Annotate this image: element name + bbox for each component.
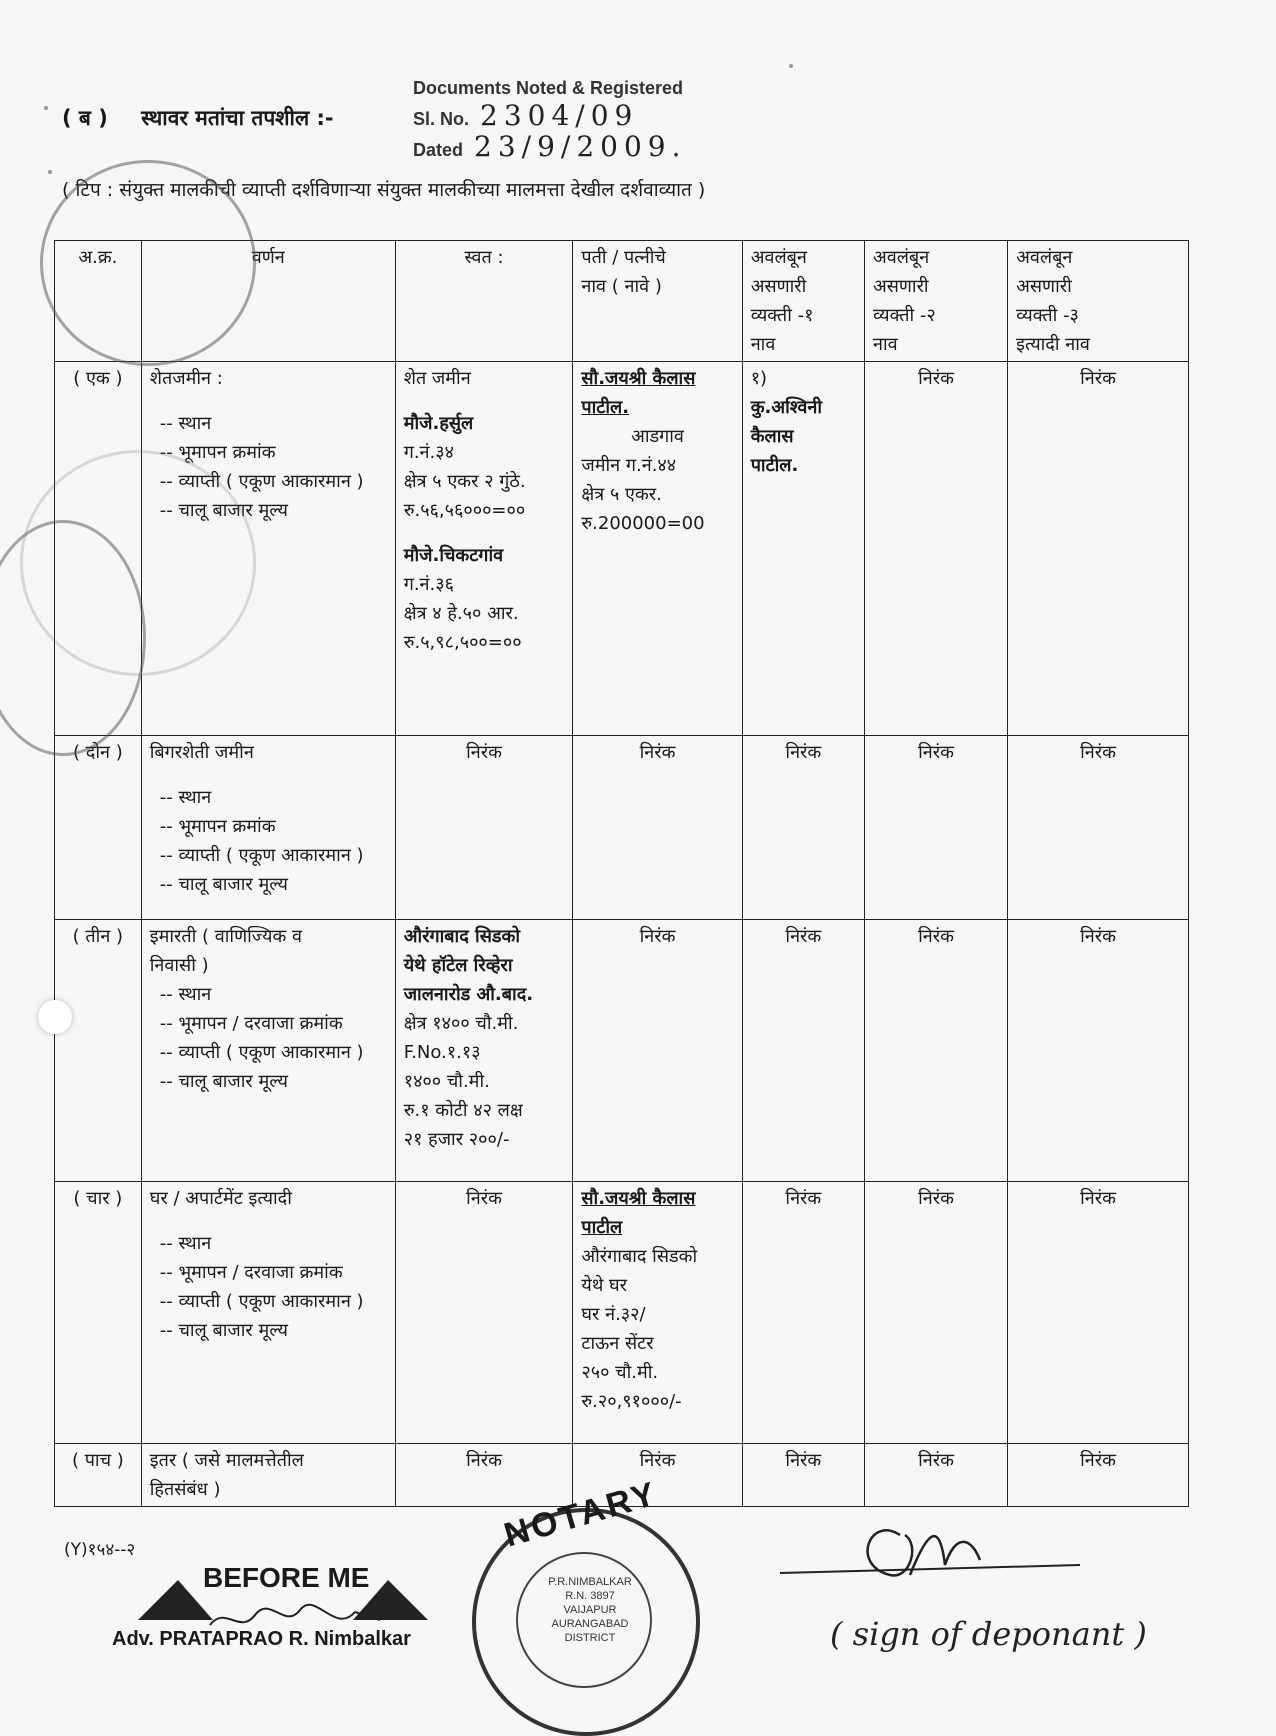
- row-serial: ( चार ): [55, 1182, 142, 1444]
- row-description: [141, 1182, 395, 1444]
- notary-seal-text: [520, 1575, 660, 1645]
- self-cell: निरंक: [395, 1444, 573, 1507]
- section-letter: ( ब ): [62, 106, 108, 130]
- deponent-signature-icon: [780, 1505, 1100, 1595]
- self-cell: निरंक: [395, 1182, 573, 1444]
- self-cell: [395, 362, 573, 736]
- row-serial: ( एक ): [55, 362, 142, 736]
- speck-icon: [48, 170, 52, 174]
- header-dep2-line: अवलंबून: [872, 247, 930, 268]
- dep1-line: पाटील.: [750, 455, 799, 476]
- dependent-3-cell: निरंक: [1008, 1182, 1189, 1444]
- row-description: [141, 920, 395, 1182]
- dependent-2-cell: निरंक: [864, 736, 1007, 920]
- spouse-cell: [573, 362, 742, 736]
- spouse-cell: निरंक: [573, 1444, 742, 1507]
- self-line: ग.नं.३४: [403, 442, 454, 463]
- spouse-name: सौ.जयश्री कैलास पाटील.: [581, 368, 696, 418]
- notary-seal-line: R.N. 3897: [565, 1590, 615, 1602]
- notary-seal-line: DISTRICT: [564, 1632, 616, 1644]
- dependent-2-cell: निरंक: [864, 362, 1007, 736]
- section-heading: [62, 104, 334, 132]
- before-me-label: BEFORE ME: [203, 1562, 370, 1593]
- spouse-line: येथे घर: [581, 1275, 628, 1296]
- faded-stamp-icon: [20, 450, 256, 676]
- header-dependent-3: [1008, 241, 1189, 362]
- dep1-line: कु.अश्विनी: [750, 397, 823, 418]
- speck-icon: [789, 64, 793, 68]
- spouse-place: आडगाव: [631, 426, 684, 447]
- description-line: -- स्थान: [159, 984, 212, 1005]
- asset-table: [54, 240, 1189, 1507]
- dependent-3-cell: निरंक: [1008, 362, 1189, 736]
- dep1-line: कैलास: [750, 426, 794, 447]
- row-serial: ( दोन ): [55, 736, 142, 920]
- section-title: स्थावर मतांचा तपशील :-: [141, 106, 334, 130]
- table-row: [55, 920, 1189, 1182]
- description-line: -- भूमापन क्रमांक: [159, 816, 276, 837]
- header-serial: अ.क्र.: [55, 241, 142, 362]
- row-serial: ( पाच ): [55, 1444, 142, 1507]
- dependent-2-cell: निरंक: [864, 1182, 1007, 1444]
- description-line: -- व्याप्ती ( एकूण आकारमान ): [159, 471, 364, 492]
- notary-seal-line: P.R.NIMBALKAR: [548, 1576, 632, 1588]
- description-line: -- भूमापन / दरवाजा क्रमांक: [159, 1262, 343, 1283]
- description-line: शेतजमीन :: [149, 368, 223, 389]
- self-place: मौजे.चिकटगांव: [403, 545, 504, 566]
- header-self: स्वत :: [395, 241, 573, 362]
- spouse-cell: निरंक: [573, 920, 742, 1182]
- header-dep1-line: नाव: [750, 334, 776, 355]
- spouse-line: २५० चौ.मी.: [581, 1362, 659, 1383]
- self-line: रु.५,९८,५००=००: [403, 632, 522, 653]
- self-line: क्षेत्र १४०० चौ.मी.: [403, 1013, 519, 1034]
- row-serial: ( तीन ): [55, 920, 142, 1182]
- dependent-1-cell: निरंक: [742, 1182, 864, 1444]
- dependent-2-cell: निरंक: [864, 920, 1007, 1182]
- self-line: क्षेत्र ५ एकर २ गुंठे.: [403, 471, 526, 492]
- description-line: -- चालू बाजार मूल्य: [159, 500, 288, 521]
- self-line: येथे हॉटेल रिव्हेरा: [403, 955, 513, 976]
- note-line: ( टिप : संयुक्त मालकीची व्याप्ती दर्शविणाऱ्या संयुक्त मालकीच्या मालमत्ता देखील दर्शवाव्यात ): [62, 179, 706, 201]
- header-dep1-line: व्यक्ती -१: [750, 305, 814, 326]
- header-spouse-line: नाव ( नावे ): [581, 276, 662, 297]
- self-line: F.No.१.१३: [403, 1042, 481, 1063]
- spouse-line: घर नं.३२/: [581, 1304, 646, 1325]
- self-line: ग.नं.३६: [403, 574, 454, 595]
- dated-label: Dated: [413, 140, 464, 160]
- description-line: घर / अपार्टमेंट इत्यादी: [149, 1188, 292, 1209]
- header-spouse-line: पती / पत्नीचे: [581, 247, 666, 268]
- self-line: रु.५६,५६०००=००: [403, 500, 526, 521]
- spouse-line: क्षेत्र ५ एकर.: [581, 484, 662, 505]
- header-dep3-line: व्यक्ती -३: [1016, 305, 1079, 326]
- header-dep3-line: इत्यादी नाव: [1016, 334, 1090, 355]
- header-dep2-line: व्यक्ती -२: [872, 305, 936, 326]
- spouse-line: रु.200000=00: [581, 513, 705, 534]
- description-line: -- भूमापन क्रमांक: [159, 442, 276, 463]
- header-spouse: [573, 241, 742, 362]
- header-dep2-line: असणारी: [872, 276, 929, 297]
- self-line: जालनारोड औ.बाद.: [403, 984, 534, 1005]
- description-line: बिगरशेती जमीन: [149, 742, 254, 763]
- self-line: रु.१ कोटी ४२ लक्ष: [403, 1100, 523, 1121]
- self-cell: [395, 920, 573, 1182]
- description-line: -- व्याप्ती ( एकूण आकारमान ): [159, 1042, 364, 1063]
- dependent-3-cell: निरंक: [1008, 920, 1189, 1182]
- self-line: १४०० चौ.मी.: [403, 1071, 490, 1092]
- spouse-line: रु.२०,९१०००/-: [581, 1391, 682, 1412]
- self-place: मौजे.हर्सुल: [403, 413, 474, 434]
- header-description: वर्णन: [141, 241, 395, 362]
- advocate-name: Adv. PRATAPRAO R. Nimbalkar: [112, 1628, 411, 1650]
- dependent-1-cell: निरंक: [742, 1444, 864, 1507]
- description-line: -- व्याप्ती ( एकूण आकारमान ): [159, 1291, 364, 1312]
- spouse-line: जमीन ग.नं.४४: [581, 455, 677, 476]
- spouse-cell: [573, 1182, 742, 1444]
- self-heading: शेत जमीन: [403, 368, 471, 389]
- self-line: औरंगाबाद सिडको: [403, 926, 520, 947]
- dependent-1-cell: निरंक: [742, 920, 864, 1182]
- spouse-line: टाऊन सेंटर: [581, 1333, 654, 1354]
- faded-stamp-icon: [40, 160, 256, 366]
- deponent-signature-note: ( sign of deponant ): [830, 1615, 1147, 1653]
- dated-value: 23/9/2009.: [474, 130, 687, 163]
- description-line: इमारती ( वाणिज्यिक व: [149, 926, 303, 947]
- description-line: -- स्थान: [159, 787, 212, 808]
- table-row: [55, 1182, 1189, 1444]
- dependent-1-cell: [742, 362, 864, 736]
- registry-stamp-title: Documents Noted & Registered: [413, 78, 684, 98]
- self-line: २१ हजार २००/-: [403, 1129, 510, 1150]
- self-cell: निरंक: [395, 736, 573, 920]
- description-line: -- भूमापन / दरवाजा क्रमांक: [159, 1013, 343, 1034]
- form-code: (Y)१५४--२: [64, 1540, 136, 1560]
- notary-seal-line: VAIJAPUR: [563, 1604, 617, 1616]
- header-dep3-line: असणारी: [1016, 276, 1072, 297]
- sl-no-row: [413, 99, 687, 133]
- notary-seal-line: AURANGABAD: [551, 1618, 629, 1630]
- notary-seal-title: NOTARY: [500, 1474, 663, 1555]
- header-dep2-line: नाव: [872, 334, 898, 355]
- registry-stamp: [413, 74, 687, 164]
- spouse-line: औरंगाबाद सिडको: [581, 1246, 698, 1267]
- description-line: -- चालू बाजार मूल्य: [159, 1071, 288, 1092]
- description-line: हितसंबंध ): [149, 1479, 221, 1500]
- header-dependent-2: [864, 241, 1007, 362]
- description-line: -- व्याप्ती ( एकूण आकारमान ): [159, 845, 364, 866]
- header-dep1-line: अवलंबून: [750, 247, 807, 268]
- row-description: [141, 736, 395, 920]
- sl-no-value: 2304/09: [480, 99, 639, 132]
- description-line: -- चालू बाजार मूल्य: [159, 874, 288, 895]
- dependent-3-cell: निरंक: [1008, 736, 1189, 920]
- dated-row: [413, 130, 687, 164]
- description-line: -- स्थान: [159, 1233, 212, 1254]
- punch-hole-icon: [38, 1000, 72, 1034]
- dependent-3-cell: निरंक: [1008, 1444, 1189, 1507]
- header-dependent-1: [742, 241, 864, 362]
- dep1-line: १): [750, 368, 768, 389]
- table-row: [55, 736, 1189, 920]
- description-line: -- चालू बाजार मूल्य: [159, 1320, 288, 1341]
- header-dep3-line: अवलंबून: [1016, 247, 1073, 268]
- spouse-cell: निरंक: [573, 736, 742, 920]
- header-dep1-line: असणारी: [750, 276, 807, 297]
- row-description: [141, 1444, 395, 1507]
- self-line: क्षेत्र ४ हे.५० आर.: [403, 603, 519, 624]
- description-line: इतर ( जसे मालमत्तेतील: [149, 1450, 304, 1471]
- dependent-1-cell: निरंक: [742, 736, 864, 920]
- dependent-2-cell: निरंक: [864, 1444, 1007, 1507]
- description-line: निवासी ): [149, 955, 209, 976]
- description-line: -- स्थान: [159, 413, 212, 434]
- sl-no-label: Sl. No.: [413, 109, 470, 129]
- speck-icon: [44, 106, 48, 110]
- spouse-name: सौ.जयश्री कैलास पाटील: [581, 1188, 696, 1238]
